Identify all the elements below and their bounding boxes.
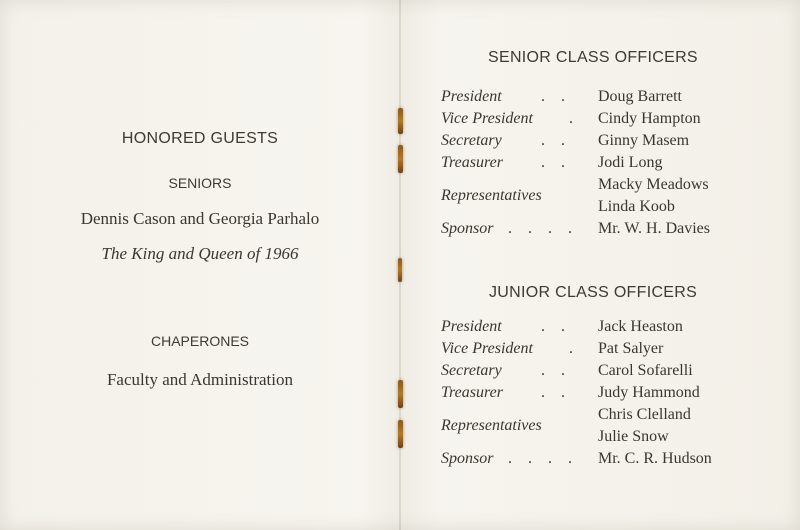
officer-row <box>441 88 781 110</box>
officer-name: Julie Snow <box>598 428 669 445</box>
leader-dots: . . <box>541 362 571 379</box>
officer-name: Chris Clelland <box>598 406 691 423</box>
officer-row <box>441 220 781 242</box>
king-queen-title: The King and Queen of 1966 <box>101 244 299 263</box>
officer-name: Cindy Hampton <box>598 110 701 127</box>
role-label: Representatives <box>441 187 542 204</box>
leader-dots: . . <box>541 88 571 105</box>
staple-5 <box>398 420 403 448</box>
leader-dots: . . <box>541 384 571 401</box>
role-label: Vice President <box>441 340 533 357</box>
officer-name: Macky Meadows <box>598 176 709 193</box>
seniors-label: SENIORS <box>168 175 232 191</box>
officer-row <box>441 110 781 132</box>
officer-name: Mr. C. R. Hudson <box>598 450 712 467</box>
honored-guests-heading: HONORED GUESTS <box>121 130 279 147</box>
officer-name: Jack Heaston <box>598 318 683 335</box>
role-label: Representatives <box>441 417 542 434</box>
officer-name: Pat Salyer <box>598 340 664 357</box>
officer-name: Mr. W. H. Davies <box>598 220 710 237</box>
role-label: Secretary <box>441 132 502 149</box>
leader-dots: . <box>569 340 579 357</box>
role-label: Sponsor <box>441 450 494 467</box>
officer-row <box>441 154 781 176</box>
chaperones-value: Faculty and Administration <box>106 370 294 389</box>
role-label: Treasurer <box>441 154 503 171</box>
king-queen-names: Dennis Cason and Georgia Parhalo <box>80 209 320 228</box>
leader-dots: . <box>569 110 579 127</box>
role-label: Secretary <box>441 362 502 379</box>
leader-dots: . . <box>541 318 571 335</box>
role-label: President <box>441 88 502 105</box>
chaperones-label: CHAPERONES <box>150 333 250 349</box>
role-label: Sponsor <box>441 220 494 237</box>
leader-dots: . . . . <box>508 220 578 237</box>
junior-officers-heading: JUNIOR CLASS OFFICERS <box>489 284 698 301</box>
role-label: President <box>441 318 502 335</box>
officer-row <box>441 318 781 340</box>
role-label: Treasurer <box>441 384 503 401</box>
officer-name: Carol Sofarelli <box>598 362 693 379</box>
officer-name: Linda Koob <box>598 198 675 215</box>
staple-2 <box>398 145 403 173</box>
officer-row <box>441 450 781 472</box>
officer-name: Judy Hammond <box>598 384 700 401</box>
officer-row <box>441 384 781 406</box>
officer-row <box>441 406 781 450</box>
officer-name: Ginny Masem <box>598 132 690 149</box>
leader-dots: . . <box>541 154 571 171</box>
officer-row <box>441 132 781 154</box>
leader-dots: . . <box>541 132 571 149</box>
senior-officers-heading: SENIOR CLASS OFFICERS <box>488 49 698 66</box>
officer-row <box>441 340 781 362</box>
officer-name: Jodi Long <box>598 154 663 171</box>
officer-name: Doug Barrett <box>598 88 682 105</box>
role-label: Vice President <box>441 110 533 127</box>
officer-row <box>441 362 781 384</box>
leader-dots: . . . . <box>508 450 578 467</box>
officer-row <box>441 176 781 220</box>
